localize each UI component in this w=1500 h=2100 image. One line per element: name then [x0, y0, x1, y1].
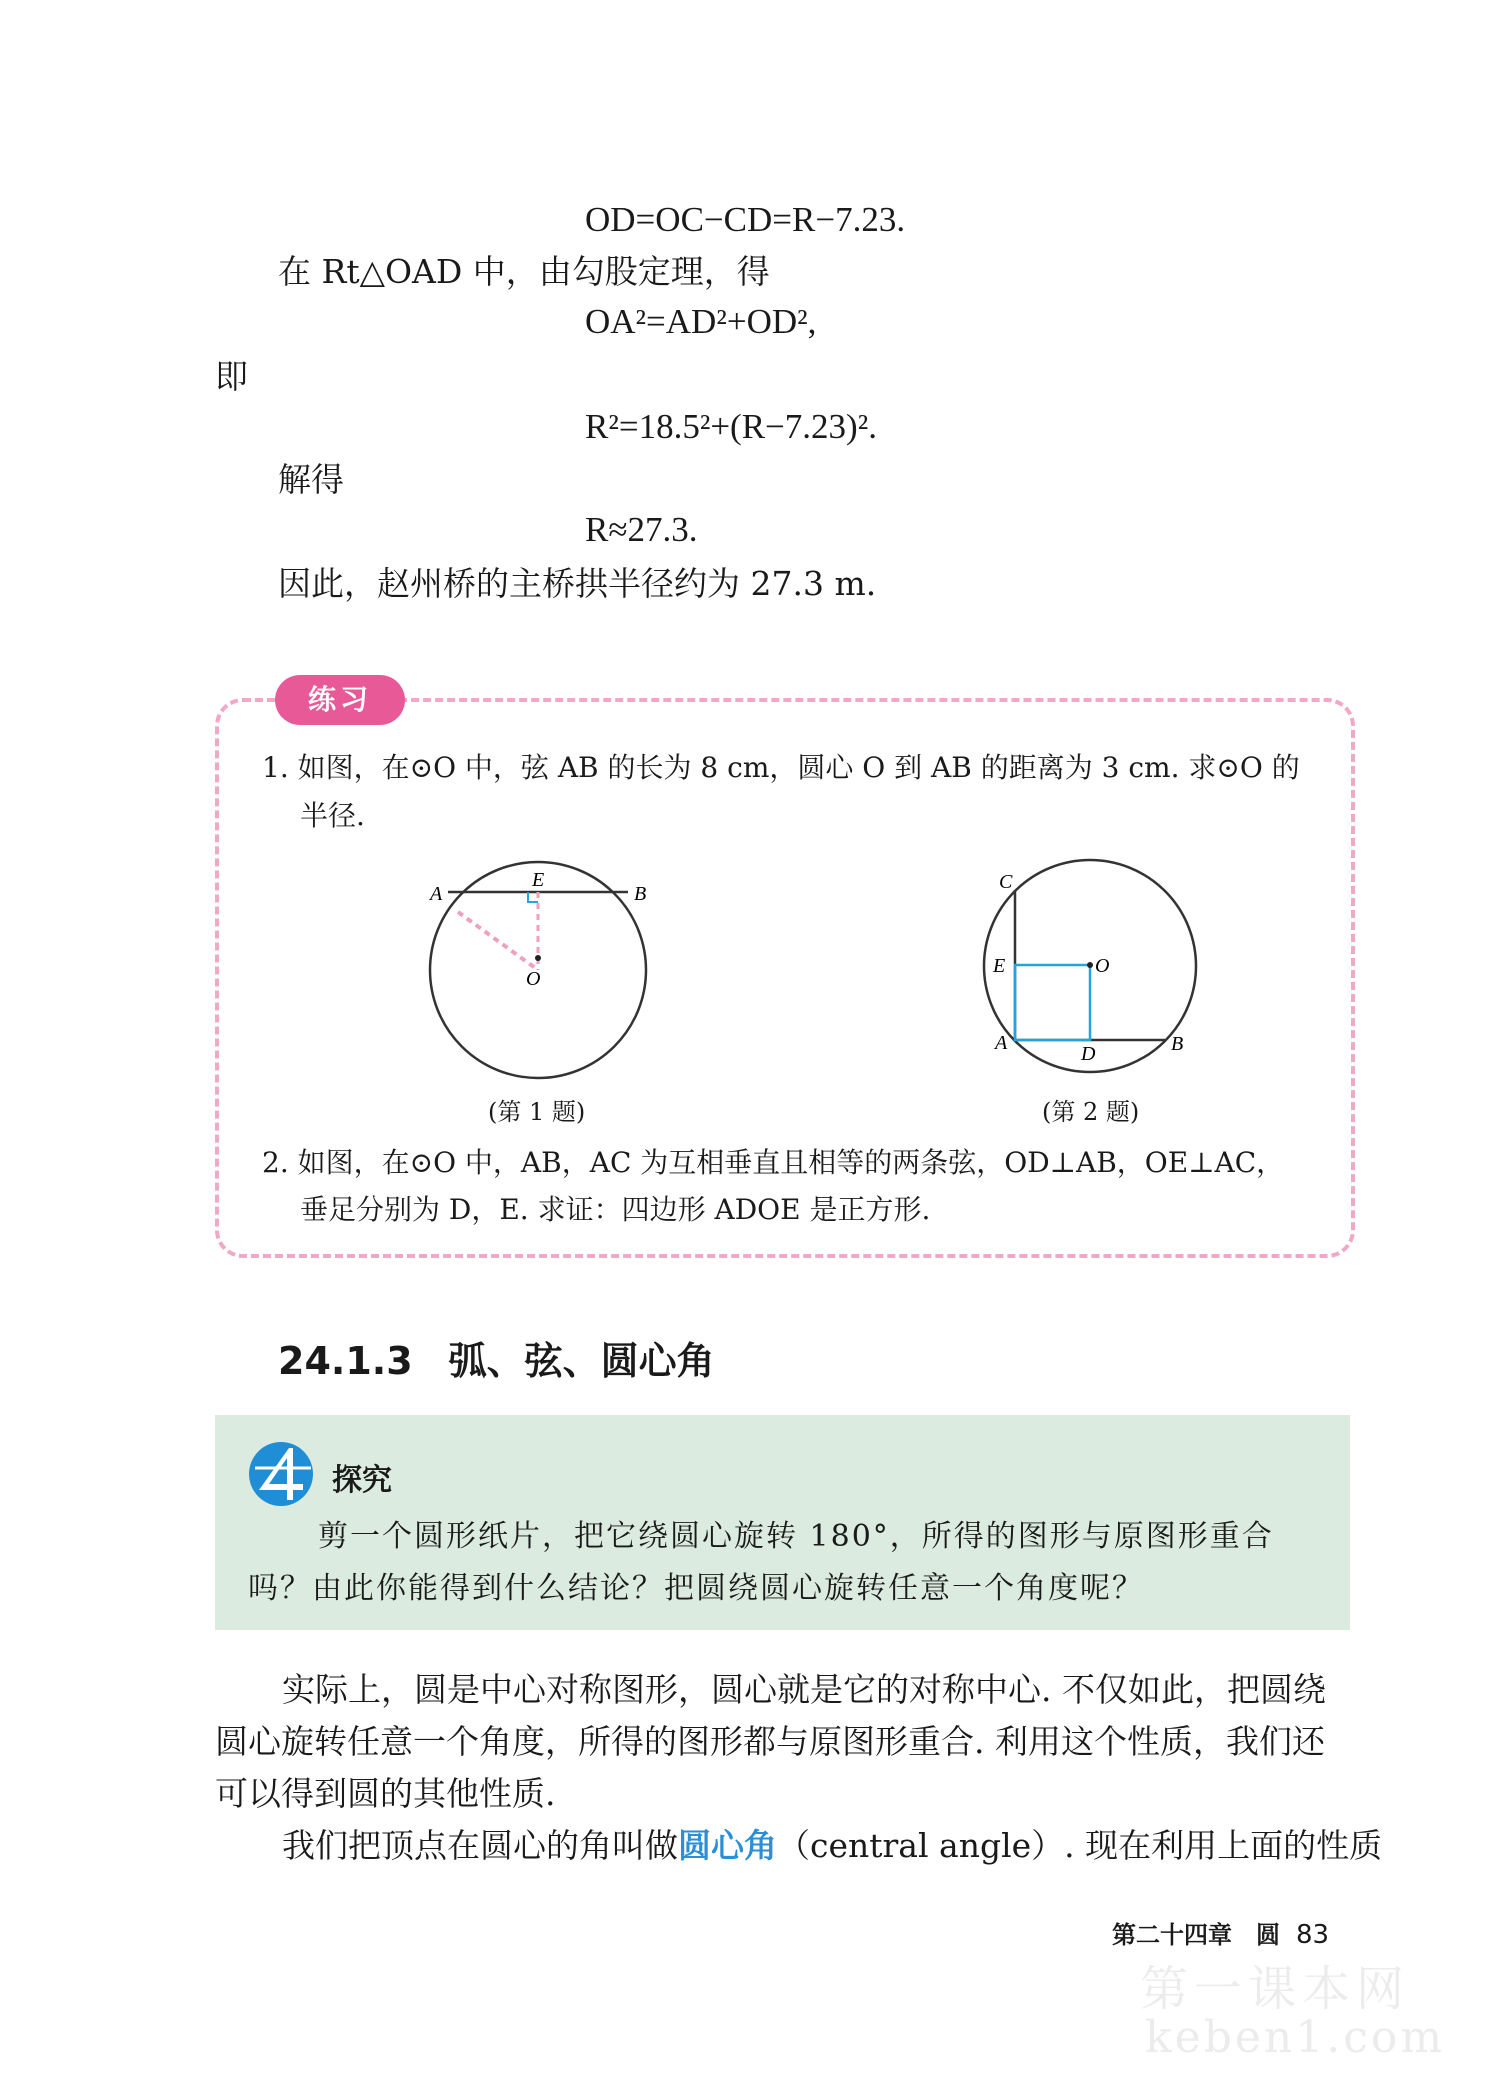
figure-1	[410, 840, 670, 1100]
term-central-angle: 圆心角	[678, 1826, 777, 1865]
page-footer	[1112, 1915, 1329, 1950]
fig2-label-e: E	[993, 955, 1006, 977]
body-p1-line-1: 实际上，圆是中心对称图形，圆心就是它的对称中心. 不仅如此，把圆绕	[282, 1670, 1326, 1709]
watermark-text: 第一课本网	[1140, 1961, 1411, 2017]
page-number: 83	[1296, 1920, 1330, 1950]
body-p2-after: （central angle）. 现在利用上面的性质	[777, 1826, 1383, 1865]
equation-oa: OA²=AD²+OD²,	[585, 302, 817, 341]
explore-icon	[245, 1438, 321, 1508]
equation-r: R²=18.5²+(R−7.23)².	[585, 407, 877, 446]
fig1-label-e: E	[532, 869, 545, 891]
fig2-caption: (第 2 题)	[1042, 1098, 1140, 1126]
text-ji: 即	[215, 357, 248, 396]
watermark-url: keben1.com	[1145, 2012, 1446, 2063]
fig1-center-dot	[535, 955, 541, 961]
equation-od: OD=OC−CD=R−7.23.	[585, 200, 906, 239]
equation-result: R≈27.3.	[585, 510, 698, 549]
figure-2	[975, 848, 1215, 1088]
fig1-label-o: O	[526, 968, 541, 990]
footer-chapter: 第二十四章 圆	[1112, 1921, 1280, 1949]
fig1-label-b: B	[634, 883, 647, 905]
fig2-label-d: D	[1081, 1043, 1096, 1065]
section-title: 弧、弦、圆心角	[448, 1339, 715, 1383]
question-2-line-2: 垂足分别为 D，E. 求证：四边形 ADOE 是正方形.	[300, 1193, 931, 1226]
section-heading	[278, 1330, 715, 1385]
explore-title: 探究	[332, 1463, 392, 1498]
body-p2-before: 我们把顶点在圆心的角叫做	[282, 1826, 678, 1865]
fig1-label-a: A	[430, 883, 443, 905]
fig2-square-adoe	[1015, 965, 1090, 1040]
fig2-label-o: O	[1095, 955, 1110, 977]
text-jiede: 解得	[278, 460, 344, 499]
explore-line-1: 剪一个圆形纸片，把它绕圆心旋转 180°，所得的图形与原图形重合	[318, 1519, 1274, 1554]
fig2-label-b: B	[1171, 1033, 1184, 1055]
body-p1-line-2: 圆心旋转任意一个角度，所得的图形都与原图形重合. 利用这个性质，我们还	[215, 1722, 1325, 1761]
practice-tab: 练习	[275, 675, 405, 725]
fig1-caption: (第 1 题)	[488, 1098, 586, 1126]
fig1-segment-oa	[458, 912, 538, 970]
fig2-label-c: C	[999, 871, 1013, 893]
question-2-line-1: 2. 如图，在⊙O 中，AB，AC 为互相垂直且相等的两条弦，OD⊥AB，OE⊥AC，	[262, 1146, 1285, 1179]
question-1-line-2: 半径.	[300, 799, 365, 832]
section-number: 24.1.3	[278, 1339, 413, 1383]
text-pythagoras: 在 Rt△OAD 中，由勾股定理，得	[278, 252, 770, 291]
question-1-line-1: 1. 如图，在⊙O 中，弦 AB 的长为 8 cm，圆心 O 到 AB 的距离为 3 cm. 求⊙O 的	[262, 751, 1300, 784]
fig2-center-dot	[1087, 962, 1093, 968]
body-p1-line-3: 可以得到圆的其他性质.	[215, 1774, 556, 1813]
explore-line-2: 吗？由此你能得到什么结论？把圆绕圆心旋转任意一个角度呢？	[248, 1571, 1144, 1606]
text-conclusion: 因此，赵州桥的主桥拱半径约为 27.3 m.	[278, 564, 877, 603]
fig2-label-a: A	[995, 1032, 1008, 1054]
body-p2-line-1	[282, 1824, 1382, 1868]
